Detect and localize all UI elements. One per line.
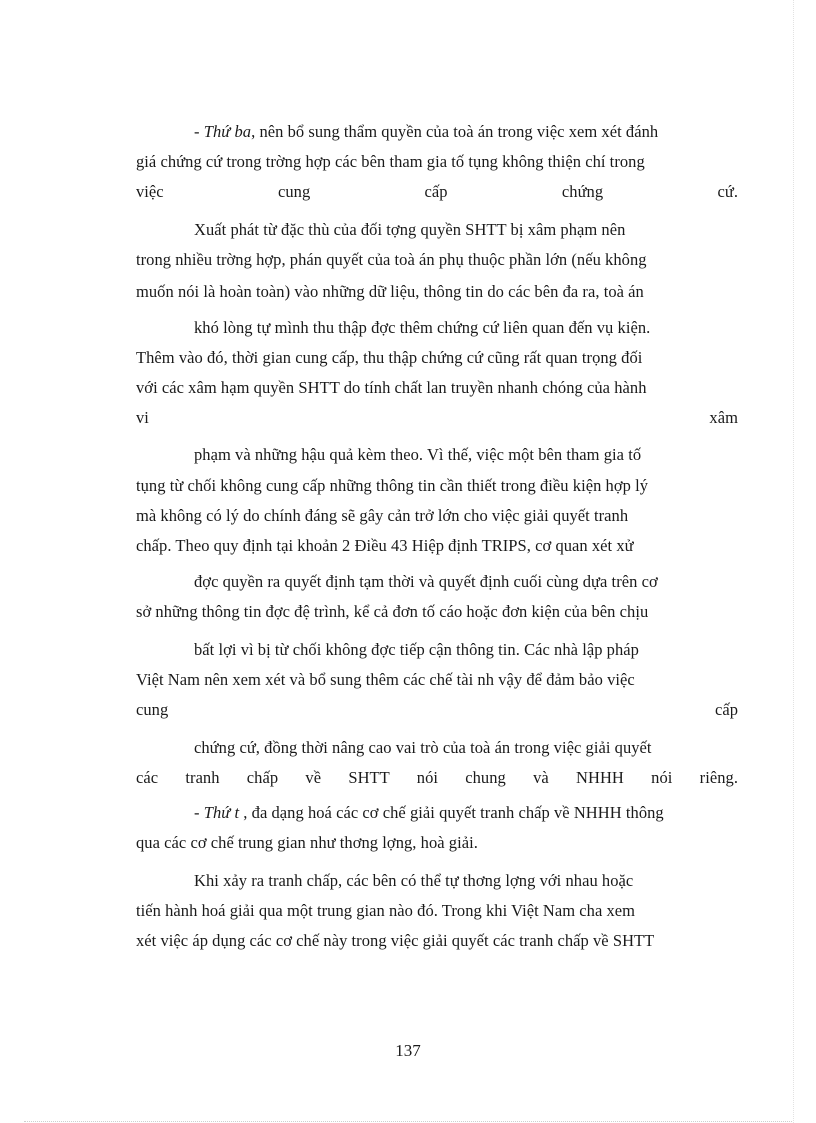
margin-divider bbox=[793, 0, 794, 1123]
text-line: Xuất phát từ đặc thù của đối tợng quyền SHTT bị xâm phạm nên bbox=[194, 220, 626, 239]
text-line: tiến hành hoá giải qua một trung gian nào đó. Trong khi Việt Nam cha xem bbox=[136, 901, 636, 920]
text-line: - Thứ ba, nên bổ sung thẩm quyền của toà án trong việc xem xét đánh bbox=[194, 122, 659, 141]
text-line: các tranh chấp về SHTT nói chung và NHHH nói riêng. bbox=[136, 768, 738, 787]
text-line: trong nhiều trờng hợp, phán quyết của toà án phụ thuộc phần lớn (nếu không bbox=[136, 250, 647, 269]
text-line: tụng từ chối không cung cấp những thông tin cần thiết trong điều kiện hợp lý bbox=[136, 476, 649, 495]
text-line: vi xâm bbox=[136, 408, 738, 427]
text-line: Việt Nam nên xem xét và bổ sung thêm các chế tài nh vậy để đảm bảo việc bbox=[136, 670, 635, 689]
text-line: sở những thông tin đợc đệ trình, kể cả đơn tố cáo hoặc đơn kiện của bên chịu bbox=[136, 602, 649, 621]
page-number: 137 bbox=[395, 1041, 421, 1060]
text-line: Thêm vào đó, thời gian cung cấp, thu thập chứng cứ cũng rất quan trọng đối bbox=[136, 348, 643, 367]
text-line: chấp. Theo quy định tại khoản 2 Điều 43 Hiệp định TRIPS, cơ quan xét xử bbox=[136, 536, 634, 555]
text-line: đợc quyền ra quyết định tạm thời và quyết định cuối cùng dựa trên cơ bbox=[194, 572, 658, 591]
text-line: mà không có lý do chính đáng sẽ gây cản trở lớn cho việc giải quyết tranh bbox=[136, 506, 629, 525]
text-line: khó lòng tự mình thu thập đợc thêm chứng cứ liên quan đến vụ kiện. bbox=[194, 318, 651, 337]
text-line: muốn nói là hoàn toàn) vào những dữ liệu, thông tin do các bên đa ra, toà án bbox=[136, 282, 644, 301]
text-line: bất lợi vì bị từ chối không đợc tiếp cận thông tin. Các nhà lập pháp bbox=[194, 640, 639, 659]
text-line: Khi xảy ra tranh chấp, các bên có thể tự thơng lợng với nhau hoặc bbox=[194, 871, 634, 890]
text-line: giá chứng cứ trong trờng hợp các bên tham gia tố tụng không thiện chí trong bbox=[136, 152, 645, 171]
text-line: xét việc áp dụng các cơ chế này trong việc giải quyết các tranh chấp về SHTT bbox=[136, 931, 655, 950]
text-line: - Thứ t , đa dạng hoá các cơ chế giải quyết tranh chấp về NHHH thông bbox=[194, 803, 664, 822]
text-line: phạm và những hậu quả kèm theo. Vì thế, việc một bên tham gia tố bbox=[194, 445, 642, 464]
text-line: việc cung cấp chứng cứ. bbox=[136, 182, 738, 201]
footer-divider bbox=[24, 1121, 792, 1122]
text-line: cung cấp bbox=[136, 700, 738, 719]
text-line: với các xâm hạm quyền SHTT do tính chất lan truyền nhanh chóng của hành bbox=[136, 378, 647, 397]
text-line: qua các cơ chế trung gian như thơng lợng, hoà giải. bbox=[136, 833, 478, 852]
text-line: chứng cứ, đồng thời nâng cao vai trò của toà án trong việc giải quyết bbox=[194, 738, 652, 757]
